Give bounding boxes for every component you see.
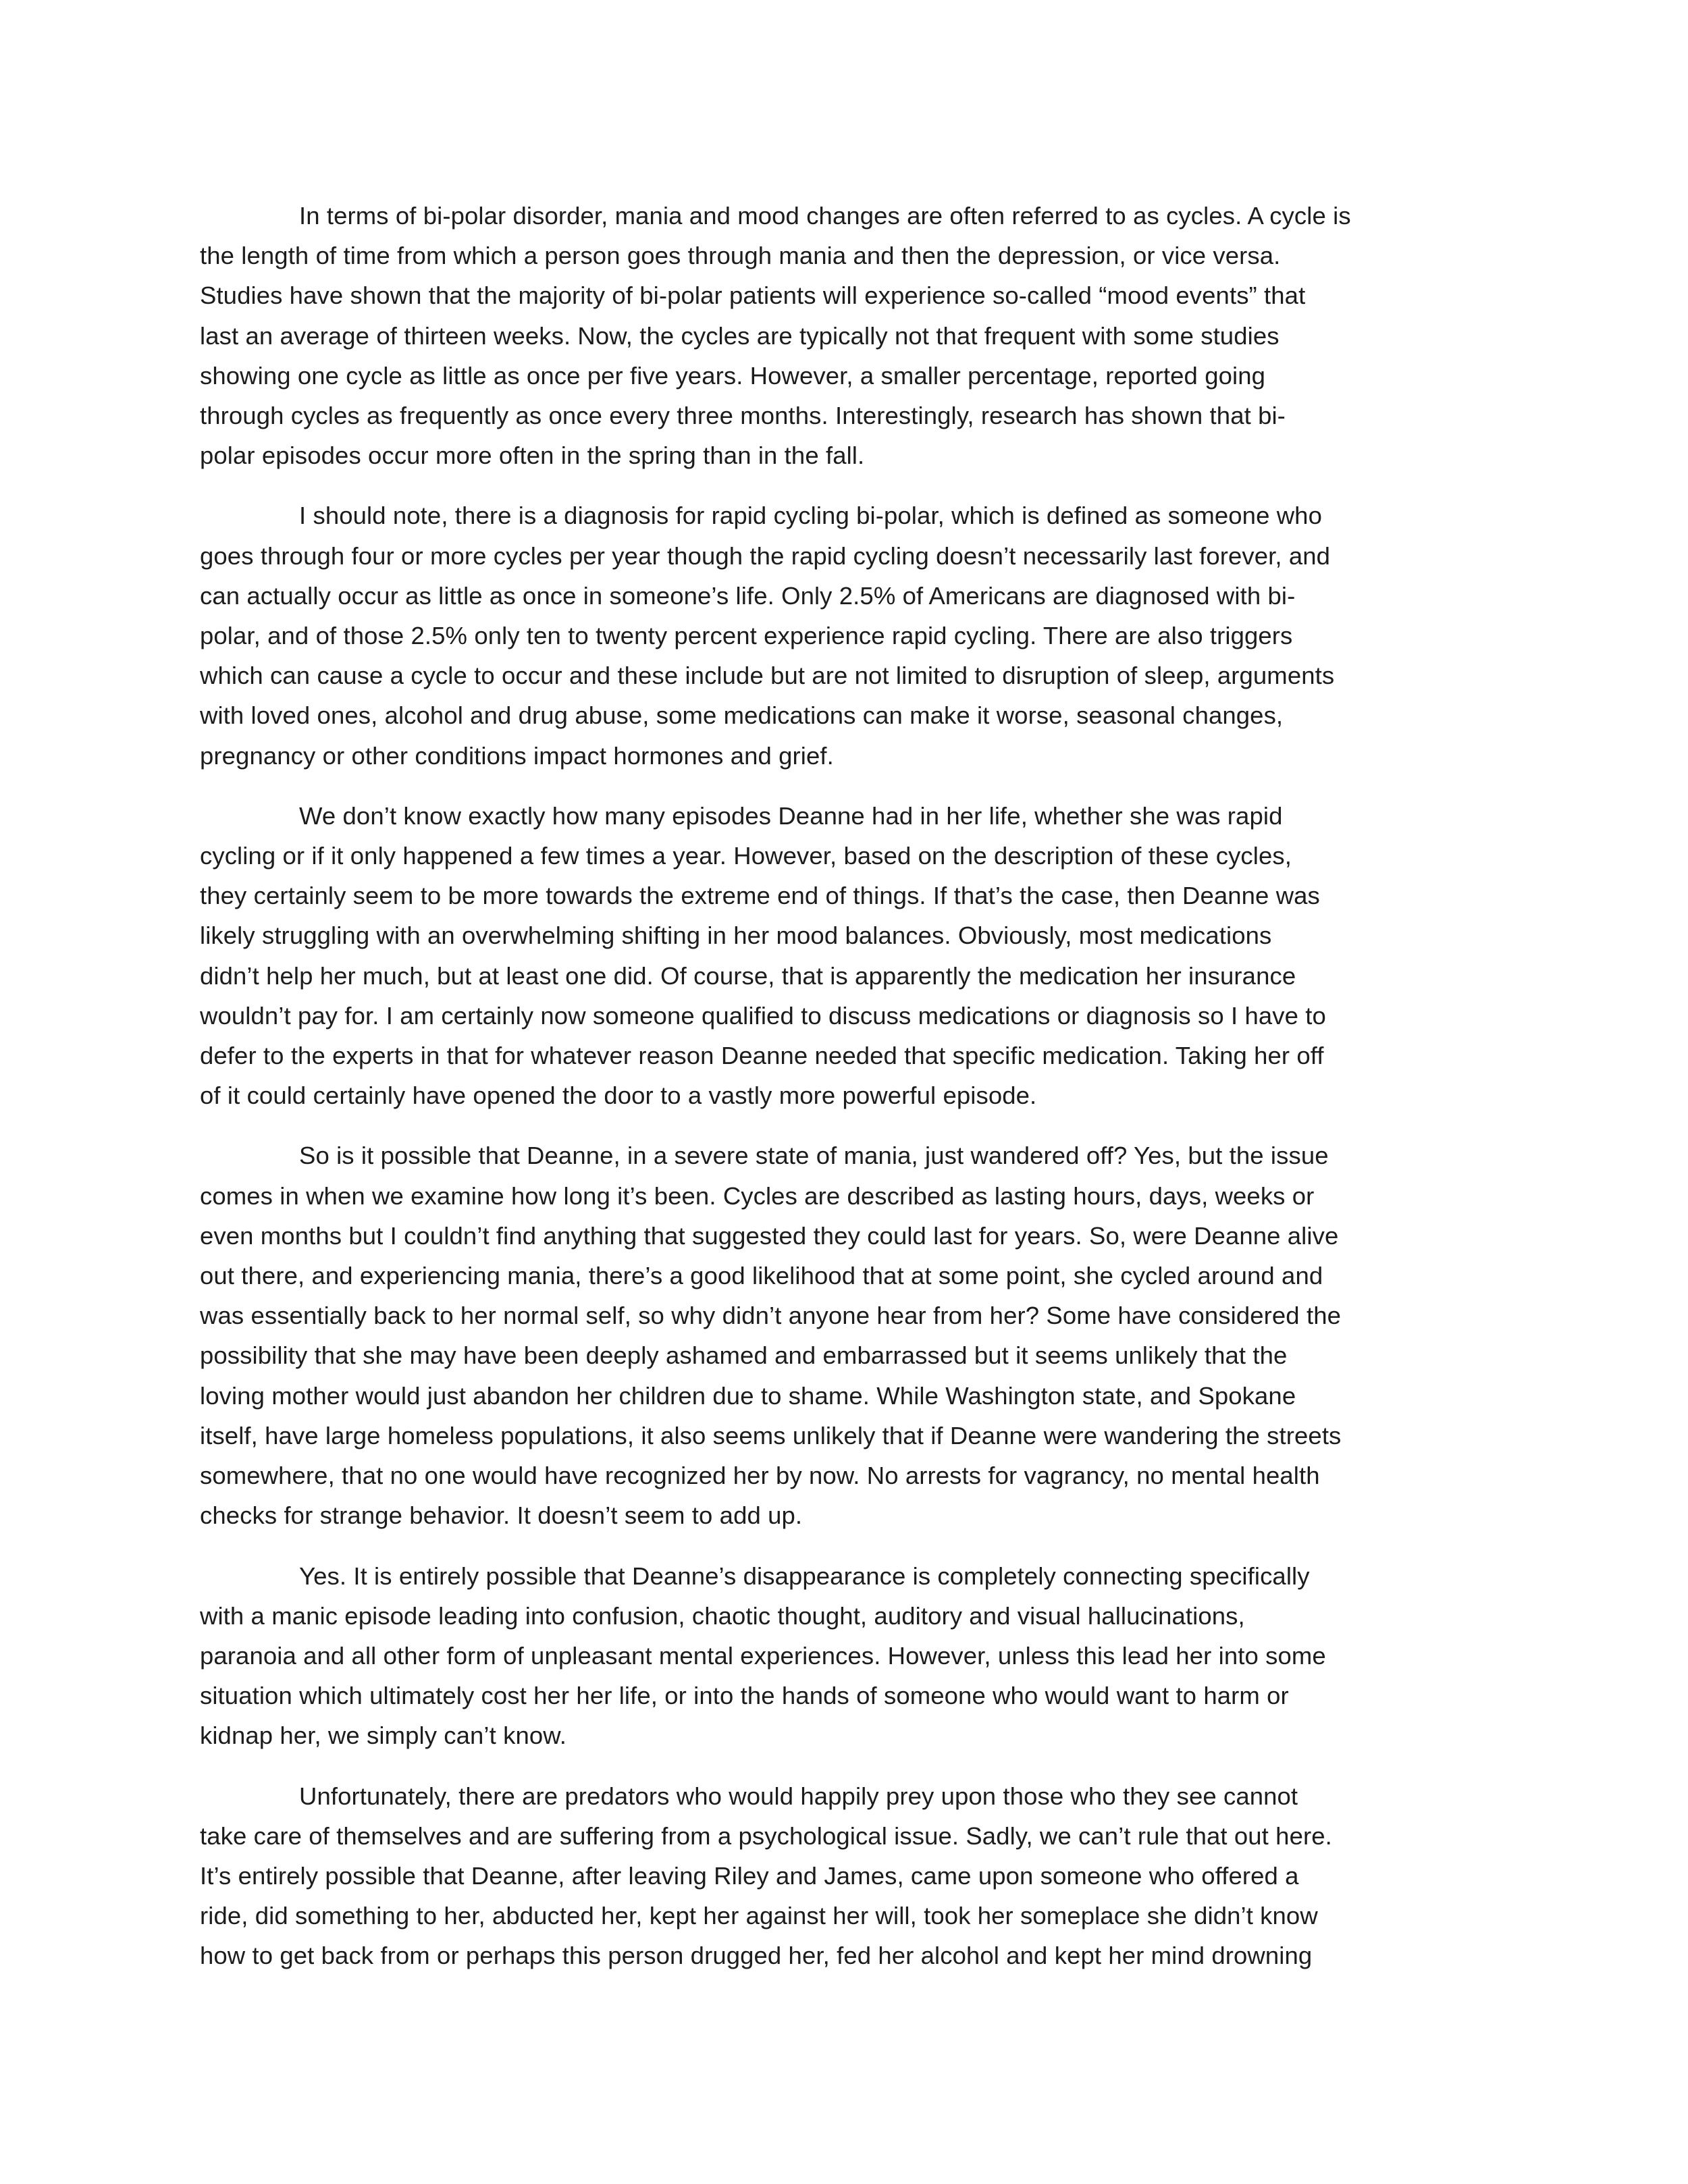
text-line: itself, have large homeless populations, it also seems unlikely that if Deanne were wandering the streets: [200, 1421, 1342, 1449]
text-line: likely struggling with an overwhelming shifting in her mood balances. Obviously, most medications: [200, 922, 1272, 950]
text-line: with a manic episode leading into confusion, chaotic thought, auditory and visual hallucinations,: [200, 1601, 1245, 1630]
text-line: they certainly seem to be more towards the extreme end of things. If that’s the case, then Deanne was: [200, 882, 1320, 910]
text-line: showing one cycle as little as once per five years. However, a smaller percentage, reported going: [200, 361, 1266, 390]
text-line: comes in when we examine how long it’s been. Cycles are described as lasting hours, days, weeks or: [200, 1181, 1315, 1210]
text-line: checks for strange behavior. It doesn’t seem to add up.: [200, 1501, 803, 1530]
text-line: which can cause a cycle to occur and these include but are not limited to disruption of sleep, arguments: [200, 662, 1335, 690]
text-line: take care of themselves and are suffering from a psychological issue. Sadly, we can’t rule that out here.: [200, 1821, 1332, 1850]
paragraph-3: [200, 796, 1491, 1116]
text-line: ride, did something to her, abducted her, kept her against her will, took her someplace she didn’t know: [200, 1902, 1318, 1930]
text-line: out there, and experiencing mania, there’s a good likelihood that at some point, she cycled around and: [200, 1262, 1323, 1290]
text-line: polar episodes occur more often in the spring than in the fall.: [200, 442, 865, 470]
text-line: defer to the experts in that for whatever reason Deanne needed that specific medication. Taking her off: [200, 1042, 1324, 1070]
text-line: pregnancy or other conditions impact hormones and grief.: [200, 741, 834, 770]
text-line: Studies have shown that the majority of bi-polar patients will experience so-called “mood events” that: [200, 282, 1306, 310]
text-line: situation which ultimately cost her her life, or into the hands of someone who would want to harm or: [200, 1682, 1289, 1710]
text-line: I should note, there is a diagnosis for rapid cycling bi-polar, which is defined as someone who: [299, 502, 1322, 530]
text-line: wouldn’t pay for. I am certainly now someone qualified to discuss medications or diagnosis so I have to: [200, 1001, 1326, 1030]
text-line: Unfortunately, there are predators who would happily prey upon those who they see cannot: [299, 1782, 1298, 1810]
paragraph-6: [200, 1776, 1491, 1976]
document-body: [200, 196, 1491, 1996]
text-line: possibility that she may have been deeply ashamed and embarrassed but it seems unlikely that the: [200, 1341, 1288, 1370]
text-line: So is it possible that Deanne, in a severe state of mania, just wandered off? Yes, but the issue: [299, 1142, 1329, 1170]
text-line: In terms of bi-polar disorder, mania and mood changes are often referred to as cycles. A cycle is: [299, 202, 1351, 230]
text-line: was essentially back to her normal self, so why didn’t anyone hear from her? Some have considered the: [200, 1302, 1341, 1330]
text-line: somewhere, that no one would have recognized her by now. No arrests for vagrancy, no mental health: [200, 1462, 1320, 1490]
text-line: It’s entirely possible that Deanne, after leaving Riley and James, came upon someone who offered a: [200, 1861, 1299, 1890]
text-line: last an average of thirteen weeks. Now, the cycles are typically not that frequent with some studies: [200, 321, 1280, 350]
text-line: paranoia and all other form of unpleasant mental experiences. However, unless this lead her into some: [200, 1641, 1326, 1670]
text-line: goes through four or more cycles per year though the rapid cycling doesn’t necessarily last forever, and: [200, 541, 1331, 570]
paragraph-5: [200, 1556, 1491, 1756]
text-line: didn’t help her much, but at least one did. Of course, that is apparently the medication her insurance: [200, 961, 1296, 990]
text-line: can actually occur as little as once in someone’s life. Only 2.5% of Americans are diagnosed with bi-: [200, 581, 1296, 610]
text-line: of it could certainly have opened the door to a vastly more powerful episode.: [200, 1082, 1037, 1110]
text-line: loving mother would just abandon her children due to shame. While Washington state, and Spokane: [200, 1381, 1296, 1410]
paragraph-4: [200, 1136, 1491, 1535]
text-line: with loved ones, alcohol and drug abuse, some medications can make it worse, seasonal changes,: [200, 701, 1284, 730]
text-line: cycling or if it only happened a few times a year. However, based on the description of these cycles,: [200, 842, 1292, 870]
paragraph-2: [200, 496, 1491, 775]
text-line: how to get back from or perhaps this person drugged her, fed her alcohol and kept her mind drowning: [200, 1942, 1313, 1970]
paragraph-1: [200, 196, 1491, 475]
text-line: even months but I couldn’t find anything that suggested they could last for years. So, were Deanne alive: [200, 1221, 1339, 1250]
text-line: polar, and of those 2.5% only ten to twenty percent experience rapid cycling. There are also triggers: [200, 622, 1293, 650]
text-line: through cycles as frequently as once every three months. Interestingly, research has shown that bi-: [200, 402, 1286, 430]
text-line: Yes. It is entirely possible that Deanne’s disappearance is completely connecting specifically: [299, 1562, 1310, 1590]
text-line: the length of time from which a person goes through mania and then the depression, or vice versa.: [200, 242, 1281, 270]
text-line: We don’t know exactly how many episodes Deanne had in her life, whether she was rapid: [299, 801, 1283, 830]
text-line: kidnap her, we simply can’t know.: [200, 1722, 566, 1750]
